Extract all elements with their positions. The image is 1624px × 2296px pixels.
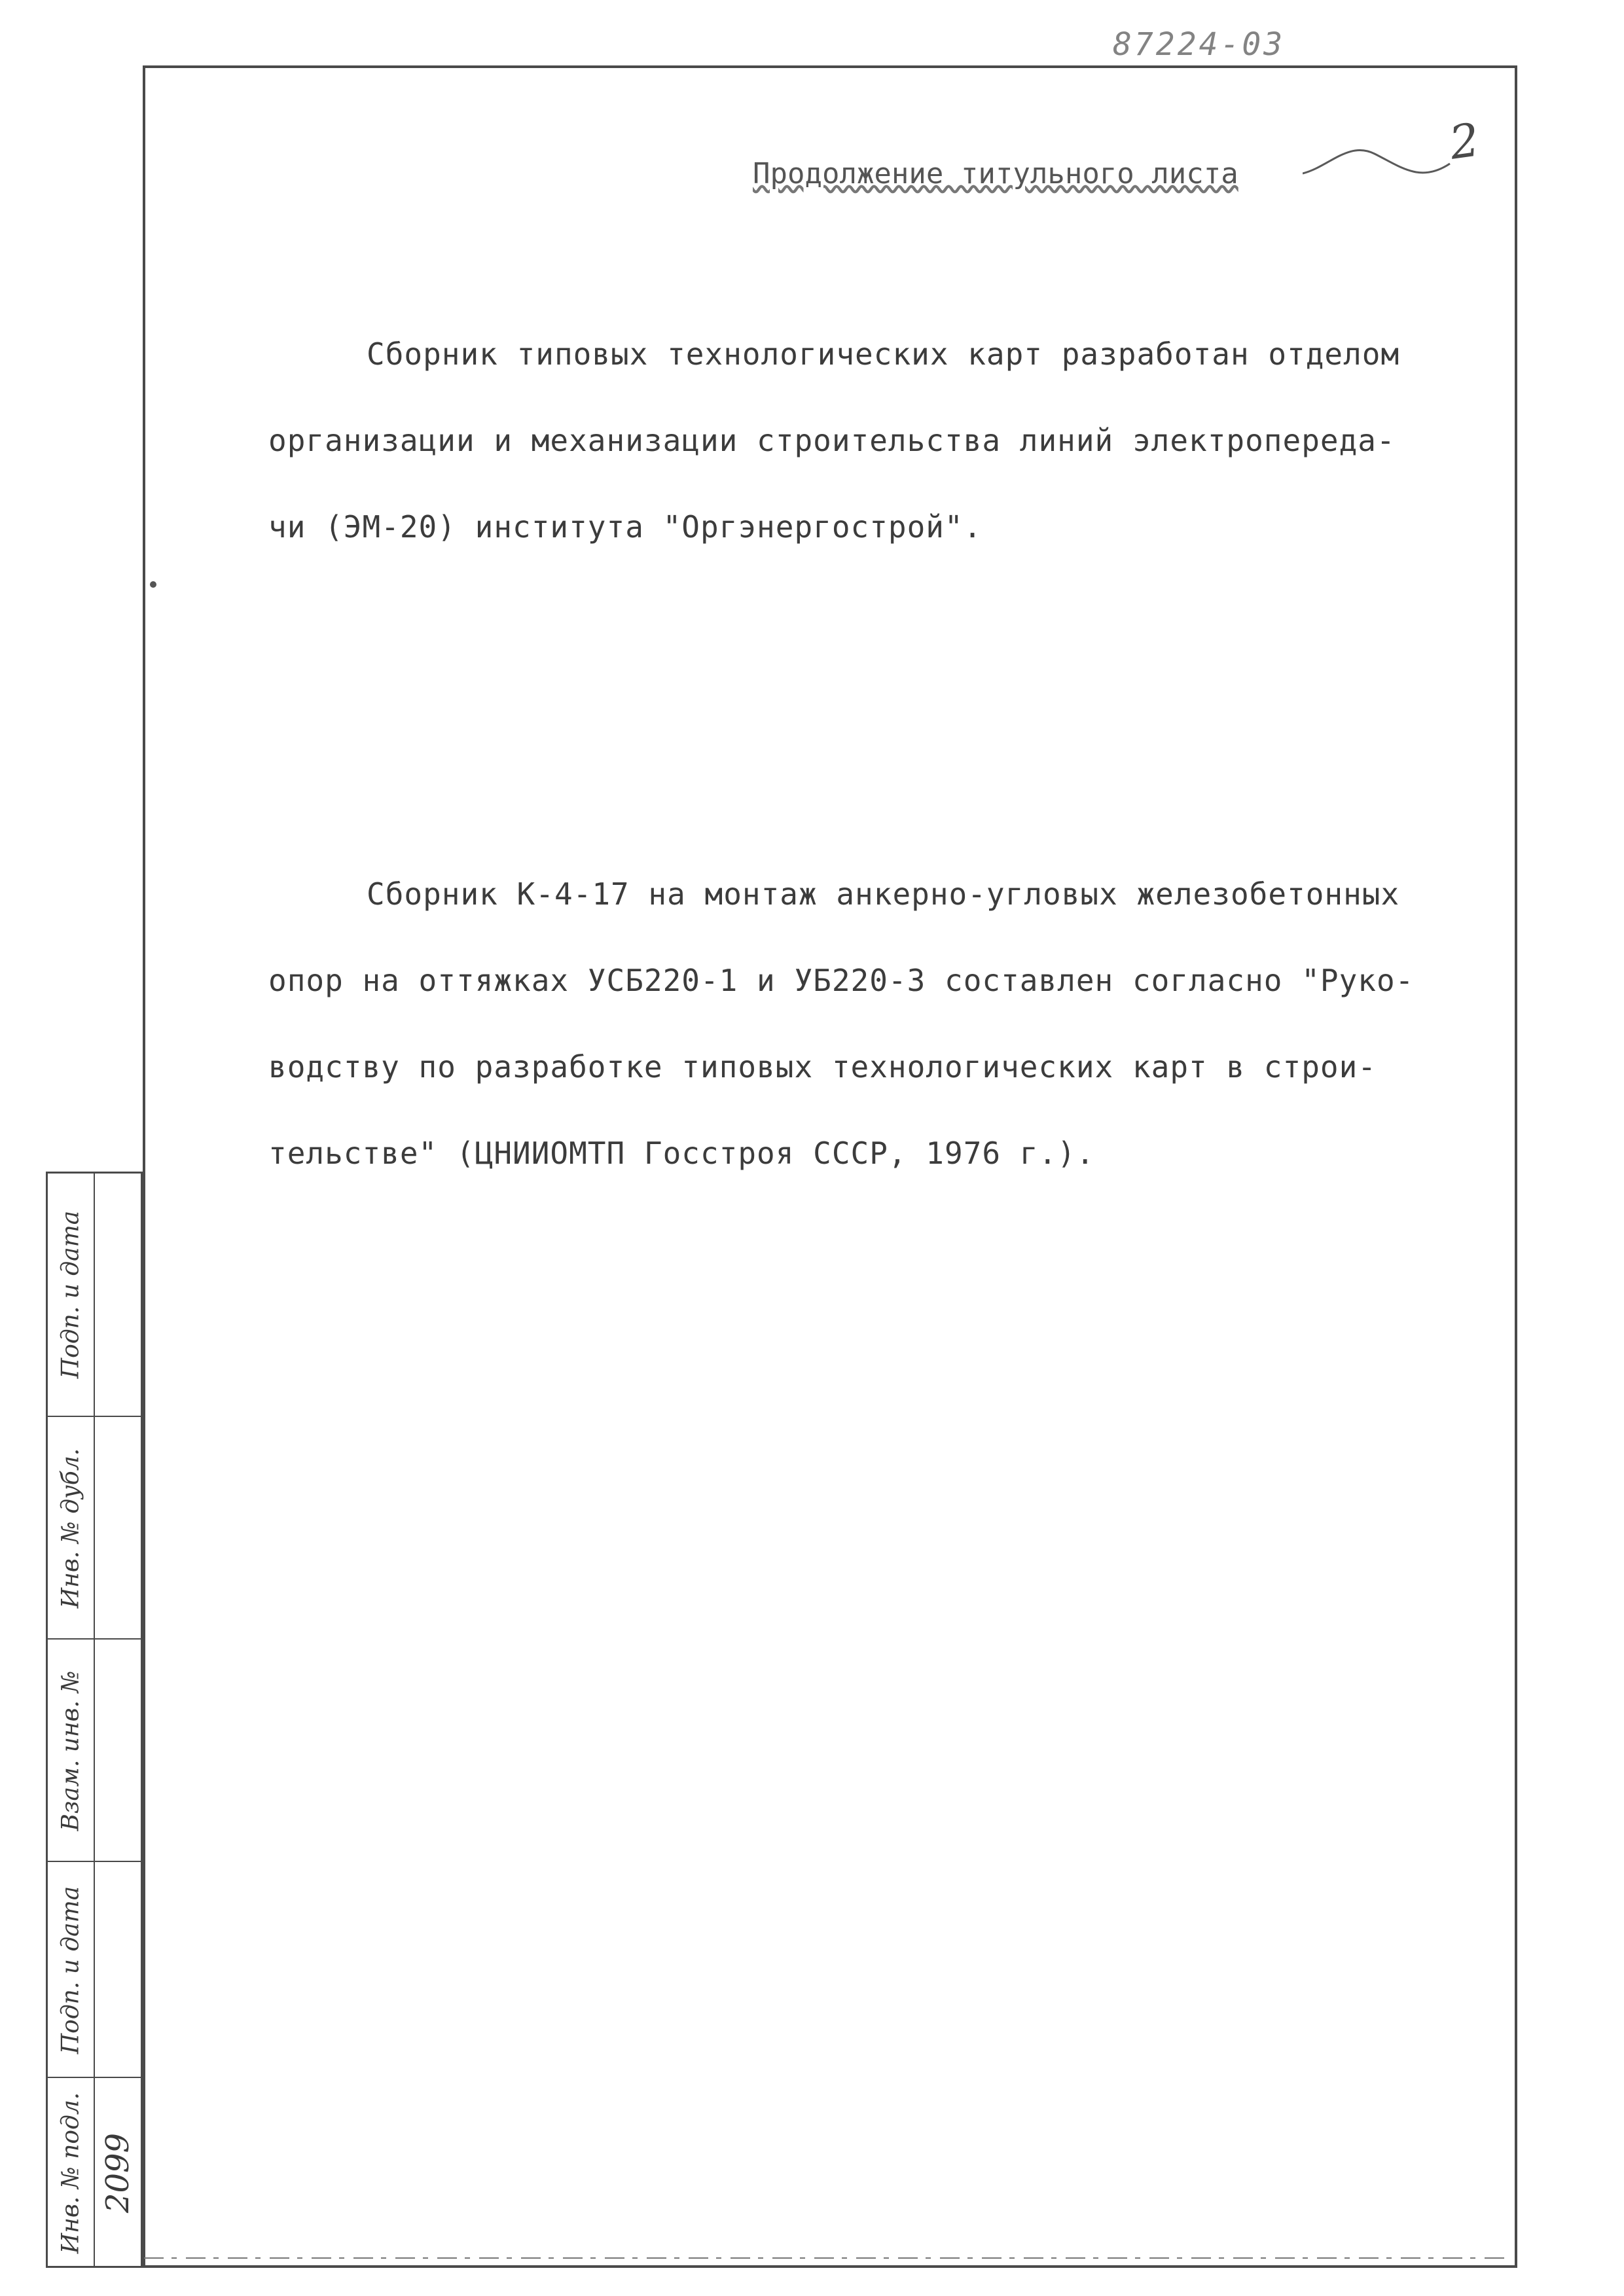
stamp-label: Подп. и дата — [57, 1886, 84, 2054]
stamp-value-cell-inv-podl — [95, 2077, 141, 2267]
paragraph-collection-basis — [268, 851, 1499, 1196]
stamp-value-cell — [95, 1174, 141, 1416]
paragraph-developer — [268, 311, 1499, 570]
stamp-label: Подп. и дата — [57, 1210, 84, 1379]
bottom-scan-marks — [144, 2251, 1506, 2265]
stamp-value-column — [95, 1174, 141, 2266]
paragraph-line: водству по разработке типовых технологических карт в строи- — [268, 1049, 1377, 1085]
stamp-cell-podp-data-1 — [48, 1861, 94, 2078]
paragraph-line: тельстве" (ЦНИИОМТП Госстроя СССР, 1976 г.). — [268, 1136, 1095, 1171]
stamp-label-column — [48, 1174, 95, 2266]
page-number: 2 — [1446, 113, 1483, 170]
paragraph-line: Сборник типовых технологических карт разработан отделом — [367, 336, 1400, 372]
page-title: Продолжение титульного листа — [753, 157, 1238, 190]
document-number: 87224-03 — [1113, 26, 1286, 63]
stamp-cell-vzam-inv — [48, 1638, 94, 1862]
stamp-label: Инв. № подл. — [57, 2092, 84, 2253]
binding-hole-mark — [150, 581, 156, 588]
stamp-value: 2099 — [99, 2132, 136, 2213]
stamp-value-cell — [95, 1861, 141, 2078]
stamp-value-cell — [95, 1638, 141, 1862]
stamp-value-cell — [95, 1416, 141, 1640]
stamp-label: Взам. инв. № — [57, 1670, 84, 1831]
paragraph-line: организации и механизации строительства линий электропереда- — [268, 423, 1396, 458]
stamp-label: Инв. № дубл. — [57, 1448, 84, 1609]
stamp-cell-podp-data-2 — [48, 1174, 94, 1416]
paragraph-line: опор на оттяжках УСБ220-1 и УБ220-3 составлен согласно "Руко- — [268, 963, 1415, 998]
paragraph-line: Сборник К-4-17 на монтаж анкерно-угловых железобетонных — [367, 876, 1400, 912]
stamp-cell-inv-podl — [48, 2077, 94, 2267]
side-registration-stamp — [46, 1172, 143, 2268]
title-swoosh-decoration — [1303, 128, 1453, 193]
paragraph-line: чи (ЭМ-20) института "Оргэнергострой". — [268, 509, 983, 545]
stamp-cell-inv-dubl — [48, 1416, 94, 1640]
